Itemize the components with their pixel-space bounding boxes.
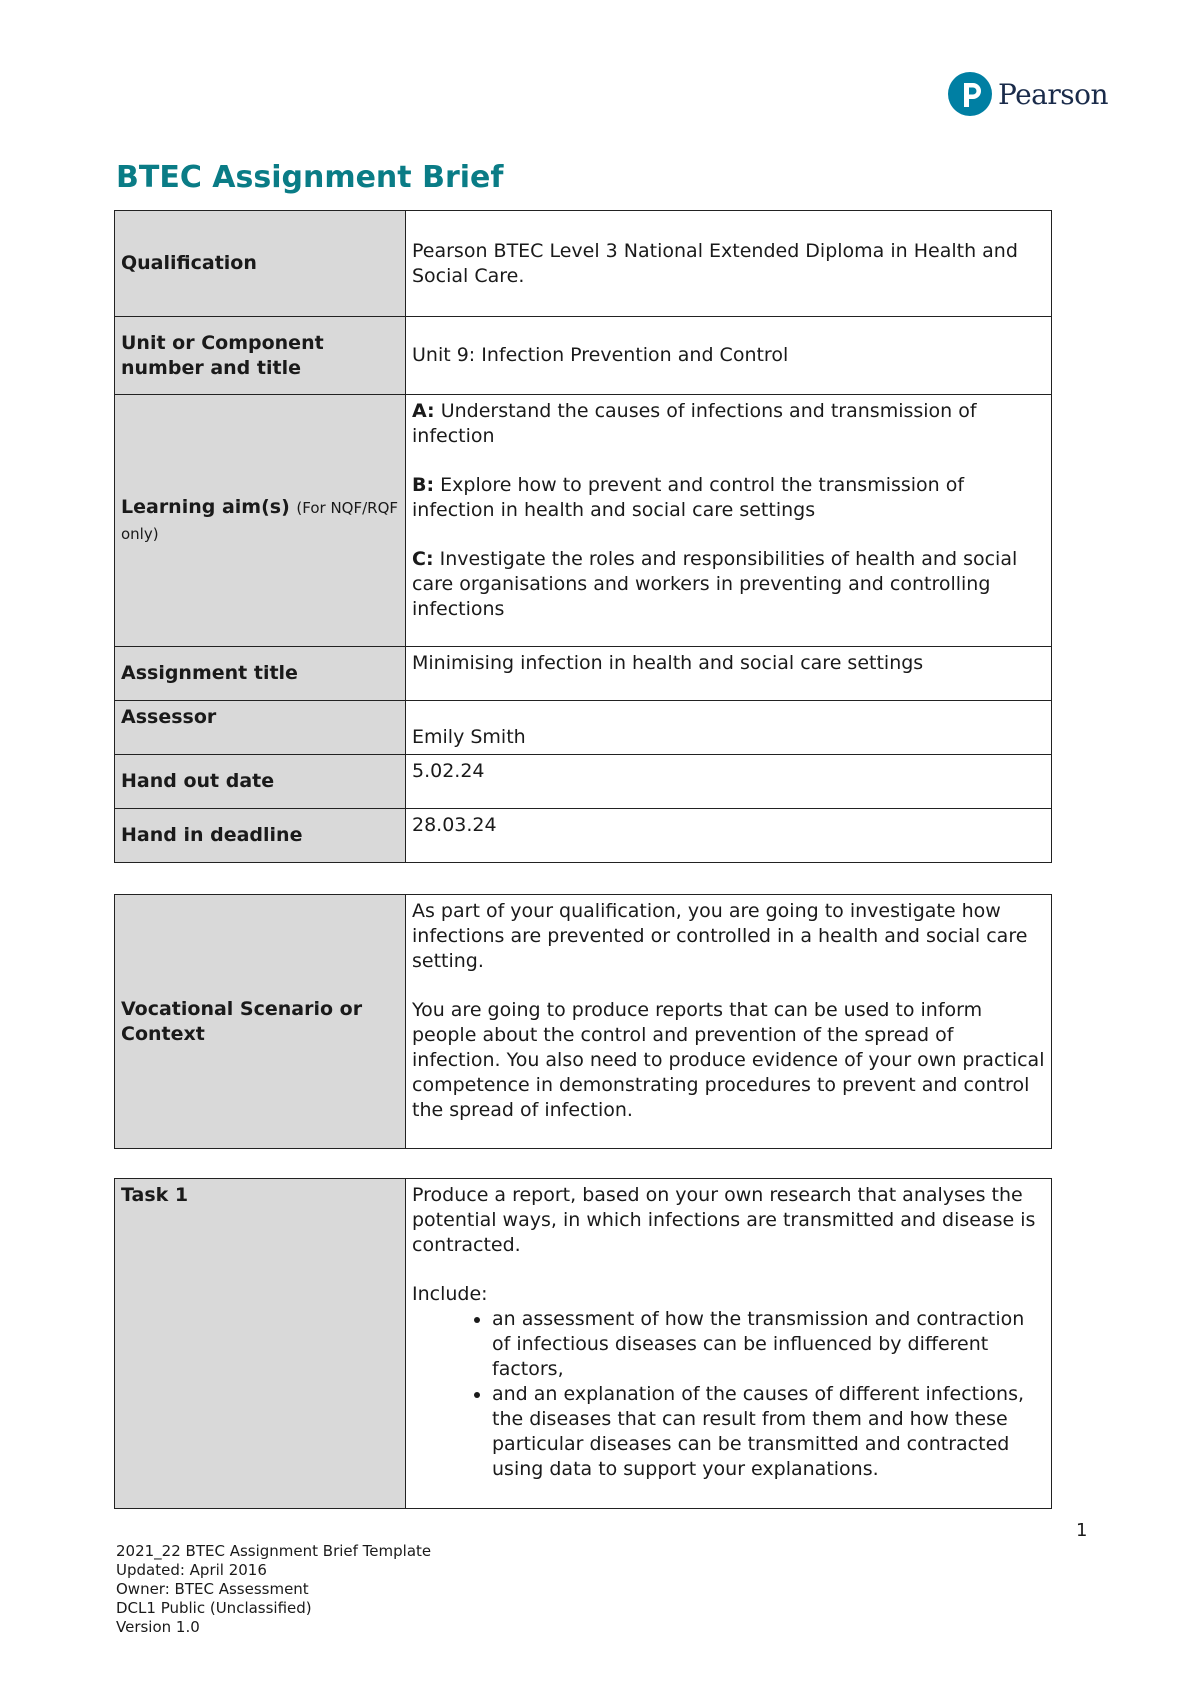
footer-line-2: Updated: April 2016 bbox=[116, 1561, 267, 1579]
page-number: 1 bbox=[1076, 1520, 1088, 1541]
aim-c-text: Investigate the roles and responsibilities of health and social care organisations and workers in preventing and controlling infections bbox=[412, 548, 1018, 620]
task1-value bbox=[406, 1179, 1052, 1509]
learning-aims-note: (For NQF/RQF only) bbox=[121, 498, 399, 543]
scenario-paragraph-1: As part of your qualification, you are going to investigate how infections are prevented or controlled in a health and social care setting. bbox=[412, 900, 1028, 972]
row-assessor bbox=[115, 701, 1052, 755]
aim-c-key: C: bbox=[412, 548, 434, 570]
aim-a-key: A: bbox=[412, 400, 435, 422]
aim-a bbox=[412, 399, 1045, 449]
task1-intro: Produce a report, based on your own research that analyses the potential ways, in which infections are transmitted and disease is contracted. bbox=[412, 1184, 1036, 1256]
footer-line-3: Owner: BTEC Assessment bbox=[116, 1580, 309, 1598]
footer-line-1: 2021_22 BTEC Assignment Brief Template bbox=[116, 1542, 432, 1560]
aim-b-text: Explore how to prevent and control the transmission of infection in health and social care settings bbox=[412, 474, 965, 521]
row-hand-in bbox=[115, 809, 1052, 863]
task1-bullet-1: • an assessment of how the transmission and contraction of infectious diseases can be influenced by different factors, bbox=[492, 1307, 1045, 1382]
hand-out-label: Hand out date bbox=[115, 755, 406, 809]
pearson-p-icon bbox=[948, 72, 992, 116]
qualification-value: Pearson BTEC Level 3 National Extended Diploma in Health and Social Care. bbox=[406, 211, 1052, 317]
footer-line-5: Version 1.0 bbox=[116, 1618, 200, 1636]
scenario-paragraph-2: You are going to produce reports that can be used to inform people about the control and prevention of the spread of infection. You also need to produce evidence of your own practical competence in demonstrating procedures to prevent and control the spread of infection. bbox=[412, 999, 1045, 1121]
row-task1 bbox=[115, 1179, 1052, 1509]
row-assignment-title bbox=[115, 647, 1052, 701]
page-title: BTEC Assignment Brief bbox=[116, 160, 504, 195]
row-learning-aims bbox=[115, 395, 1052, 647]
unit-value: Unit 9: Infection Prevention and Control bbox=[406, 317, 1052, 395]
learning-aims-label-text: Learning aim(s) bbox=[121, 495, 290, 518]
task1-include-label: Include: bbox=[412, 1283, 488, 1305]
aim-c bbox=[412, 547, 1045, 622]
footer-line-4: DCL1 Public (Unclassified) bbox=[116, 1599, 312, 1617]
row-scenario bbox=[115, 895, 1052, 1149]
brand-name: Pearson bbox=[998, 77, 1108, 111]
hand-out-value: 5.02.24 bbox=[406, 755, 1052, 809]
assignment-title-label: Assignment title bbox=[115, 647, 406, 701]
row-qualification bbox=[115, 211, 1052, 317]
brief-details-table bbox=[114, 210, 1052, 863]
assessor-value: Emily Smith bbox=[406, 701, 1052, 755]
task1-bullet-list bbox=[412, 1307, 1045, 1482]
qualification-label: Qualification bbox=[115, 211, 406, 317]
assessor-label: Assessor bbox=[115, 701, 406, 755]
footer bbox=[116, 1542, 431, 1637]
assignment-title-value: Minimising infection in health and social care settings bbox=[406, 647, 1052, 701]
aim-b bbox=[412, 473, 1045, 523]
scenario-label: Vocational Scenario or Context bbox=[115, 895, 406, 1149]
scenario-value bbox=[406, 895, 1052, 1149]
task1-bullet-2: • and an explanation of the causes of different infections, the diseases that can result from them and how these particular diseases can be transmitted and contracted using data to support your explanations. bbox=[492, 1382, 1045, 1482]
row-hand-out bbox=[115, 755, 1052, 809]
learning-aims-value bbox=[406, 395, 1052, 647]
row-unit bbox=[115, 317, 1052, 395]
pearson-logo bbox=[948, 72, 1108, 116]
scenario-table bbox=[114, 894, 1052, 1149]
unit-label: Unit or Component number and title bbox=[115, 317, 406, 395]
learning-aims-label bbox=[115, 395, 406, 647]
task1-table bbox=[114, 1178, 1052, 1509]
aim-a-text: Understand the causes of infections and transmission of infection bbox=[412, 400, 977, 447]
aim-b-key: B: bbox=[412, 474, 435, 496]
hand-in-label: Hand in deadline bbox=[115, 809, 406, 863]
hand-in-value: 28.03.24 bbox=[406, 809, 1052, 863]
task1-label: Task 1 bbox=[115, 1179, 406, 1509]
